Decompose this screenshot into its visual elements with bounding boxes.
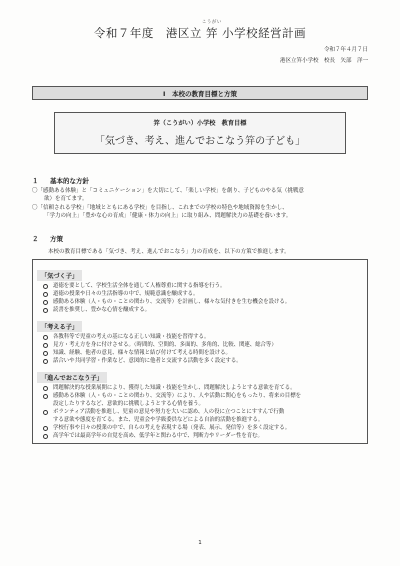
basic-policy-number: １ <box>32 177 39 185</box>
title-ruby: こうがい <box>201 20 222 25</box>
measures-intro: 本校の教育目標である「気づき、考え、進んでおこなう」力の育成を、以下の方策で推進します。 <box>48 249 290 256</box>
circle-bullet-icon <box>43 426 48 431</box>
list-item: ボランティア活動を推進し、児童の意見や努力を大いに認め、人の役に立つことにすすんで行動 <box>37 408 363 416</box>
basic-policy-title: 基本的な方針 <box>50 177 89 185</box>
list-item: 感動ある体験（人・もの・ことの関わり、交流等）を計画し、様々な気付きを生む機会を設ける。 <box>37 298 363 306</box>
goal-main-text: 「気づき、考え、進んでおこなう笄の子ども」 <box>94 136 306 147</box>
list-item: 問題解決的な授業展開により、獲得した知識・技能を生かし、問題解決しようとする意欲を育てる。 <box>37 384 363 392</box>
list-item: 知識、経験、他者の意見、様々な情報と結び付けて考える時間を設ける。 <box>37 349 363 357</box>
circle-bullet-icon <box>43 343 48 348</box>
list-item-continued: 設定したりするなど、意欲的に挑戦しようとする心情を養う。 <box>53 401 204 408</box>
education-goal-box <box>54 112 346 154</box>
list-item: 道徳の授業や日々の生活指導の中で、規範意識を醸成する。 <box>37 290 363 298</box>
policy-line: 「学力の向上」「豊かな心の育成」「健康・体力の向上」に取り組み、問題解決力の基礎を養います。 <box>44 212 292 219</box>
author-line: 港区立笄小学校 校長 矢部 洋一 <box>279 58 368 64</box>
title-area <box>32 0 368 41</box>
page-title <box>93 20 307 41</box>
circle-bullet-icon <box>43 292 48 297</box>
page-title-text: 令和７年度 港区立 笄 小学校経営計画 <box>93 26 307 40</box>
measures-number: ２ <box>32 235 39 244</box>
goal-subtitle: 笄（こうがい）小学校 教育目標 <box>153 120 247 127</box>
list-item: 道徳を要として、学校生活全体を通して人権尊重に関する指導を行う。 <box>37 282 363 290</box>
circle-bullet-icon <box>43 284 48 289</box>
list-item: 見方・考え方を身に付けさせる。（時間的、空間的、多面的、多角的、比較、関連、総合等） <box>37 341 363 349</box>
circle-bullet-icon <box>43 308 48 313</box>
list-item: 学校行事や日々の授業の中で、自らの考えを表現する場（発表、展示、発信等）を多く設定する。 <box>37 424 363 432</box>
list-item: 各教科等で児童の考えの基になる正しい知識・技能を習得する。 <box>37 333 363 341</box>
category-label: 「進んでおこなう子」 <box>37 372 107 383</box>
list-item: 話合いや共同学習・作業など、意図的に他者と交流する活動を多く設定する。 <box>37 357 363 365</box>
measures-heading <box>32 234 368 243</box>
category-label: 「考える子」 <box>37 321 82 332</box>
circle-bullet-icon <box>43 335 48 340</box>
category-box <box>32 259 368 444</box>
circle-bullet-icon <box>43 386 48 391</box>
basic-policy-text <box>32 187 368 220</box>
issue-date: 令和７年４月７日 <box>323 47 368 53</box>
basic-policy-heading <box>32 176 368 185</box>
policy-line: 欲）を育てます。 <box>44 196 88 203</box>
list-item: 高学年では最高学年の自覚を高め、低学年と関わる中で、判断力やリーダー性を育む。 <box>37 432 363 440</box>
policy-line: 〇「信頼される学校」「地域とともにある学校」を目指し、これまでの学校の特色や地域資源を生かし、 <box>32 204 288 211</box>
section-header: Ⅰ 本校の教育目標と方策 <box>32 86 368 100</box>
circle-bullet-icon <box>43 359 48 364</box>
circle-bullet-icon <box>43 434 48 439</box>
circle-bullet-icon <box>43 351 48 356</box>
circle-bullet-icon <box>43 410 48 415</box>
list-item: 読書を推奨し、豊かな心情を醸成する。 <box>37 306 363 314</box>
policy-line: 〇「感動ある体験」と「コミュニケーション」を大切にして、「楽しい学校」を創り、子どものやる気（挑戦意 <box>32 188 304 194</box>
measures-title: 方策 <box>50 235 63 244</box>
list-item-continued: する意欲や態度を育てる。また、児童会や学級委員などによる自治的活動を推進する。 <box>53 417 264 424</box>
category-label: 「気づく子」 <box>37 270 82 281</box>
list-item: 感動ある体験（人・もの・ことの関わり、交流等）により、人や活動に関心をもったり、将来の目標を <box>37 392 363 400</box>
circle-bullet-icon <box>43 394 48 399</box>
circle-bullet-icon <box>43 300 48 305</box>
page-number: 1 <box>198 540 202 546</box>
